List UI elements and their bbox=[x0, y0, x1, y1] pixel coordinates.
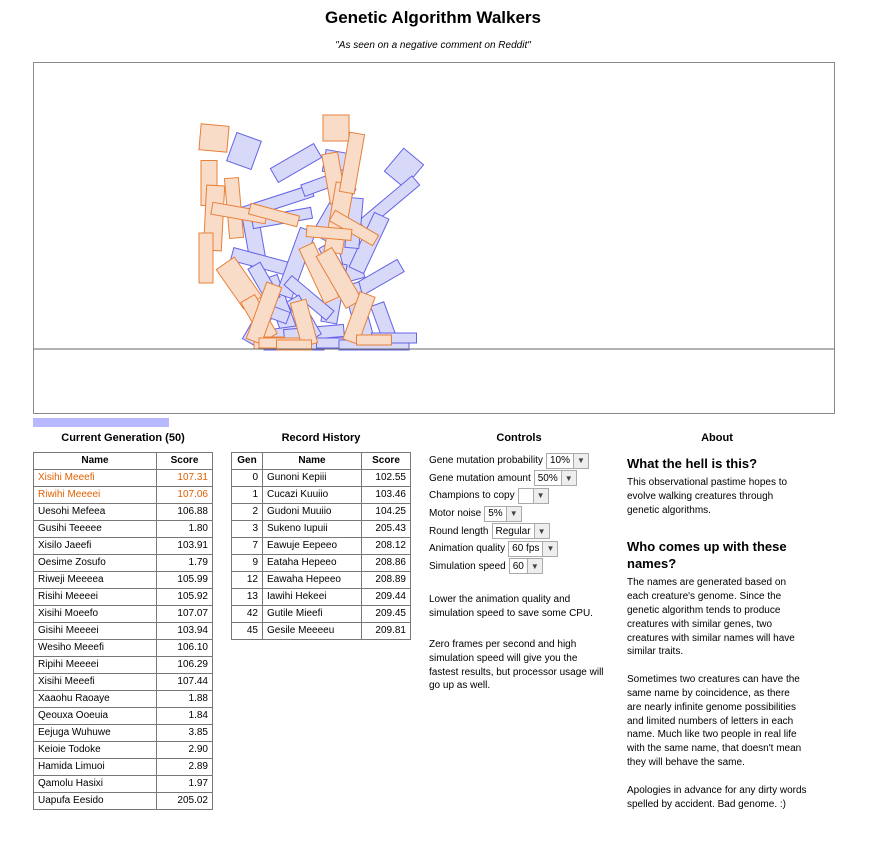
walker-body-part bbox=[323, 115, 349, 141]
chevron-down-icon: ▼ bbox=[506, 507, 521, 521]
creature-score: 107.06 bbox=[157, 487, 213, 504]
table-row bbox=[34, 606, 213, 623]
walker-body-part bbox=[384, 148, 423, 188]
record-history-heading: Record History bbox=[281, 432, 361, 444]
creature-score: 3.85 bbox=[157, 725, 213, 742]
creature-score: 2.89 bbox=[157, 759, 213, 776]
creature-score: 105.99 bbox=[157, 572, 213, 589]
table-row bbox=[34, 742, 213, 759]
control-row bbox=[429, 505, 609, 523]
controls-note-cpu: Lower the animation quality and simulation speed to save some CPU. bbox=[429, 594, 593, 619]
walker-body-part bbox=[227, 132, 262, 169]
creature-name: Xisihi Meeefi bbox=[34, 674, 157, 691]
about-answer-what: This observational pastime hopes to evolve walking creatures through genetic algorithms. bbox=[627, 477, 788, 516]
table-row bbox=[232, 538, 411, 555]
controls-note-speed: Zero frames per second and high simulation speed will give you the fastest results, but processor usage will go up as well. bbox=[429, 639, 604, 692]
about-answer-names: The names are generated based on each creature's genome. Since the genetic algorithm tends to produce creatures with similar genes, two creatures with similar names will have similar traits. bbox=[627, 577, 795, 658]
creature-name: Xisihi Meeefi bbox=[34, 470, 157, 487]
creature-name: Riwihi Meeeei bbox=[34, 487, 157, 504]
about-heading: About bbox=[701, 432, 733, 444]
table-row bbox=[34, 691, 213, 708]
creature-name: Eejuga Wuhuwe bbox=[34, 725, 157, 742]
creature-name: Riweji Meeeea bbox=[34, 572, 157, 589]
creature-name: Qeouxa Ooeuia bbox=[34, 708, 157, 725]
record-gen: 45 bbox=[232, 623, 263, 640]
control-row bbox=[429, 470, 609, 488]
creature-score: 107.44 bbox=[157, 674, 213, 691]
creature-name: Oesime Zosufo bbox=[34, 555, 157, 572]
control-row bbox=[429, 558, 609, 576]
creature-score: 106.88 bbox=[157, 504, 213, 521]
table-row bbox=[232, 504, 411, 521]
col-score: Score bbox=[362, 453, 411, 470]
chevron-down-icon: ▼ bbox=[534, 524, 549, 538]
table-row bbox=[34, 708, 213, 725]
about-apology: Apologies in advance for any dirty words spelled by accident. Bad genome. :) bbox=[627, 784, 807, 810]
creature-name: Keioie Todoke bbox=[34, 742, 157, 759]
table-row bbox=[34, 623, 213, 640]
control-select[interactable] bbox=[508, 541, 558, 557]
creature-score: 105.92 bbox=[157, 589, 213, 606]
record-history-table bbox=[231, 452, 411, 640]
control-value: 5% bbox=[488, 508, 503, 520]
control-select[interactable] bbox=[509, 558, 543, 574]
col-score: Score bbox=[157, 453, 213, 470]
record-name: Eataha Hepeeo bbox=[263, 555, 362, 572]
control-select[interactable] bbox=[534, 470, 577, 486]
chevron-down-icon: ▼ bbox=[561, 471, 576, 485]
about-question-names: Who comes up with these names? bbox=[627, 539, 787, 572]
current-generation-table bbox=[33, 452, 213, 810]
chevron-down-icon: ▼ bbox=[573, 454, 588, 468]
record-name: Gutile Mieefi bbox=[263, 606, 362, 623]
creature-name: Uapufa Eesido bbox=[34, 793, 157, 810]
creature-name: Gusihi Teeeee bbox=[34, 521, 157, 538]
walker-body-part bbox=[199, 124, 229, 152]
page-title: Genetic Algorithm Walkers bbox=[324, 8, 541, 27]
walker-body-part bbox=[270, 144, 321, 183]
record-gen: 3 bbox=[232, 521, 263, 538]
record-name: Eawuje Eepeeo bbox=[263, 538, 362, 555]
record-name: Iawihi Hekeei bbox=[263, 589, 362, 606]
generation-progress-bar bbox=[33, 418, 169, 427]
control-label: Round length bbox=[429, 525, 489, 537]
record-score: 102.55 bbox=[362, 470, 411, 487]
record-name: Eawaha Hepeeo bbox=[263, 572, 362, 589]
table-row bbox=[34, 759, 213, 776]
record-gen: 0 bbox=[232, 470, 263, 487]
control-label: Gene mutation probability bbox=[429, 455, 543, 467]
col-gen: Gen bbox=[232, 453, 263, 470]
record-score: 205.43 bbox=[362, 521, 411, 538]
control-row bbox=[429, 522, 609, 540]
table-row bbox=[232, 470, 411, 487]
record-score: 104.25 bbox=[362, 504, 411, 521]
creature-score: 106.10 bbox=[157, 640, 213, 657]
table-row bbox=[34, 674, 213, 691]
creature-score: 103.91 bbox=[157, 538, 213, 555]
record-score: 209.44 bbox=[362, 589, 411, 606]
control-select[interactable] bbox=[546, 453, 589, 469]
about-question-what: What the hell is this? bbox=[627, 456, 758, 471]
creature-score: 205.02 bbox=[157, 793, 213, 810]
record-score: 208.12 bbox=[362, 538, 411, 555]
table-row bbox=[34, 572, 213, 589]
record-score: 103.46 bbox=[362, 487, 411, 504]
record-score: 209.45 bbox=[362, 606, 411, 623]
control-value: 10% bbox=[549, 455, 570, 467]
table-row bbox=[34, 521, 213, 538]
creature-score: 1.84 bbox=[157, 708, 213, 725]
record-gen: 7 bbox=[232, 538, 263, 555]
control-label: Champions to copy bbox=[429, 490, 515, 502]
leader-walkers bbox=[199, 115, 392, 350]
col-name: Name bbox=[263, 453, 362, 470]
walker-body-part bbox=[358, 176, 419, 230]
record-score: 209.81 bbox=[362, 623, 411, 640]
creature-score: 107.31 bbox=[157, 470, 213, 487]
table-row bbox=[232, 555, 411, 572]
table-row bbox=[34, 640, 213, 657]
control-value: Regular bbox=[495, 525, 531, 537]
table-row bbox=[232, 623, 411, 640]
creature-name: Xisihi Moeefo bbox=[34, 606, 157, 623]
chevron-down-icon: ▼ bbox=[533, 489, 548, 503]
record-name: Gudoni Muuiio bbox=[263, 504, 362, 521]
control-label: Motor noise bbox=[429, 508, 482, 520]
chevron-down-icon: ▼ bbox=[527, 559, 542, 573]
record-score: 208.86 bbox=[362, 555, 411, 572]
table-row bbox=[232, 589, 411, 606]
about-coincidence: Sometimes two creatures can have the same name by coincidence, as there are nearly infinite genome possibilities and limited numbers of letters in each name. Much like two people in real life with the same name, that doesn't mean they will behave the same. bbox=[627, 674, 802, 768]
record-gen: 9 bbox=[232, 555, 263, 572]
control-select[interactable] bbox=[492, 523, 550, 539]
creature-name: Qamolu Hasixi bbox=[34, 776, 157, 793]
walkers-scene bbox=[34, 63, 834, 413]
creature-score: 1.88 bbox=[157, 691, 213, 708]
current-generation-heading: Current Generation (50) bbox=[61, 432, 185, 444]
col-name: Name bbox=[34, 453, 157, 470]
control-value: 50% bbox=[537, 472, 558, 484]
record-gen: 1 bbox=[232, 487, 263, 504]
record-name: Sukeno Iupuii bbox=[263, 521, 362, 538]
simulation-canvas bbox=[33, 62, 835, 414]
walker-body-part bbox=[357, 335, 392, 345]
creature-name: Ripihi Meeeei bbox=[34, 657, 157, 674]
table-row bbox=[34, 555, 213, 572]
record-gen: 13 bbox=[232, 589, 263, 606]
record-gen: 42 bbox=[232, 606, 263, 623]
control-row bbox=[429, 487, 609, 505]
creature-name: Risihi Meeeei bbox=[34, 589, 157, 606]
table-row bbox=[34, 725, 213, 742]
control-value: 60 bbox=[512, 560, 524, 572]
creature-name: Gisihi Meeeei bbox=[34, 623, 157, 640]
creature-name: Hamida Limuoi bbox=[34, 759, 157, 776]
control-label: Gene mutation amount bbox=[429, 472, 531, 484]
control-label: Simulation speed bbox=[429, 560, 506, 572]
creature-score: 1.80 bbox=[157, 521, 213, 538]
record-gen: 2 bbox=[232, 504, 263, 521]
record-gen: 12 bbox=[232, 572, 263, 589]
control-row bbox=[429, 452, 609, 470]
page-subtitle: "As seen on a negative comment on Reddit" bbox=[335, 40, 531, 51]
table-row bbox=[34, 657, 213, 674]
table-row bbox=[34, 487, 213, 504]
walker-body-part bbox=[199, 233, 213, 283]
control-select[interactable] bbox=[484, 506, 521, 522]
record-name: Gunoni Kepiii bbox=[263, 470, 362, 487]
control-label: Animation quality bbox=[429, 543, 506, 555]
control-select[interactable] bbox=[518, 488, 549, 504]
creature-score: 107.07 bbox=[157, 606, 213, 623]
table-row bbox=[232, 606, 411, 623]
creature-name: Xaaohu Raoaye bbox=[34, 691, 157, 708]
creature-name: Wesiho Meeefi bbox=[34, 640, 157, 657]
table-row bbox=[34, 470, 213, 487]
creature-score: 103.94 bbox=[157, 623, 213, 640]
controls-panel bbox=[429, 452, 609, 693]
creature-name: Xisilo Jaeefi bbox=[34, 538, 157, 555]
chevron-down-icon: ▼ bbox=[542, 542, 557, 556]
table-row bbox=[34, 776, 213, 793]
table-row bbox=[34, 793, 213, 810]
record-score: 208.89 bbox=[362, 572, 411, 589]
creature-score: 2.90 bbox=[157, 742, 213, 759]
record-name: Gesile Meeeeu bbox=[263, 623, 362, 640]
creature-score: 106.29 bbox=[157, 657, 213, 674]
creature-score: 1.97 bbox=[157, 776, 213, 793]
control-row bbox=[429, 540, 609, 558]
table-row bbox=[232, 521, 411, 538]
creature-name: Uesohi Mefeea bbox=[34, 504, 157, 521]
table-row bbox=[34, 538, 213, 555]
table-row bbox=[34, 589, 213, 606]
creature-score: 1.79 bbox=[157, 555, 213, 572]
record-name: Cucazi Kuuiio bbox=[263, 487, 362, 504]
table-row bbox=[232, 572, 411, 589]
control-value: 60 fps bbox=[512, 543, 540, 555]
table-row bbox=[232, 487, 411, 504]
controls-heading: Controls bbox=[496, 432, 542, 444]
about-panel bbox=[627, 455, 807, 811]
table-row bbox=[34, 504, 213, 521]
